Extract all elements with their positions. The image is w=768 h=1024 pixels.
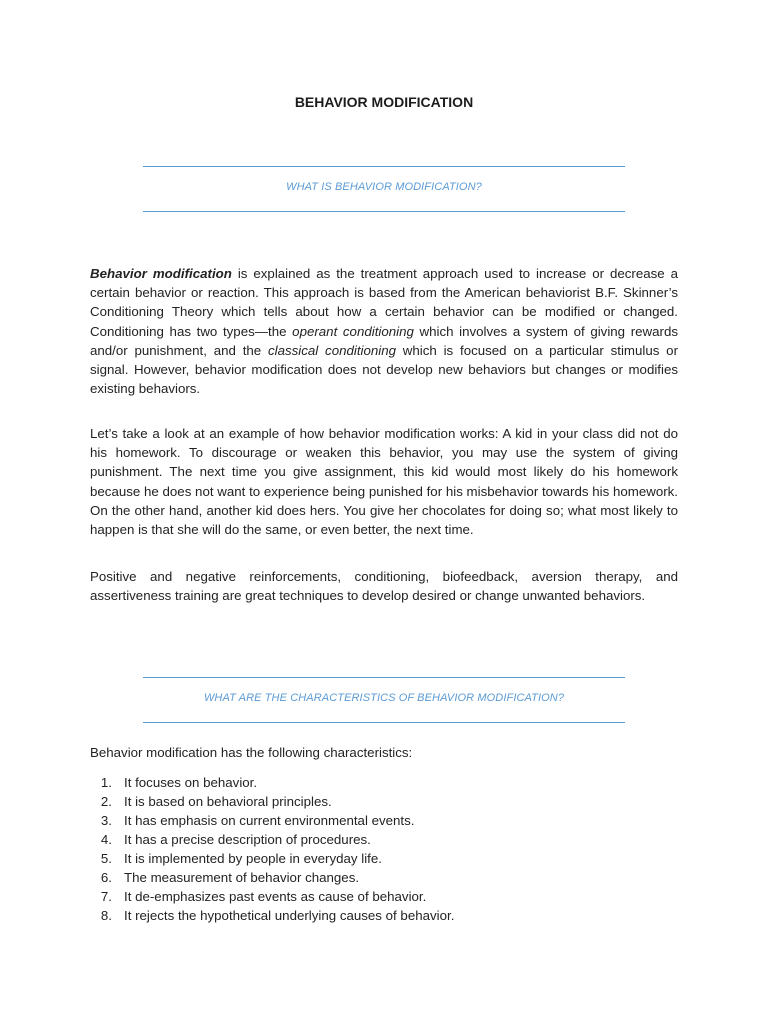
section-2-top-rule bbox=[143, 677, 625, 678]
characteristics-intro: Behavior modification has the following characteristics: bbox=[90, 745, 413, 760]
list-item: 1. It focuses on behavior. bbox=[100, 775, 258, 790]
section-2-bottom-rule bbox=[143, 722, 625, 723]
paragraph-definition bbox=[90, 264, 678, 398]
list-item: 3. It has emphasis on current environmental events. bbox=[100, 813, 415, 828]
list-item: 5. It is implemented by people in everyday life. bbox=[100, 851, 382, 866]
classical-conditioning-term: classical conditioning bbox=[268, 342, 397, 358]
definition-text-b: which involves a system of giving rewards and/or punishment, and the bbox=[90, 323, 679, 358]
definition-text-a: is explained as the treatment approach used to increase or decrease a certain behavior or reaction. This approach is based from the American behaviorist B.F. Skinner’s Conditioning Theory which tells about how a certain behavior can be modified or changed. Conditioning has two types—the bbox=[90, 266, 678, 339]
operant-conditioning-term: operant conditioning bbox=[292, 323, 414, 339]
paragraph-example: Let’s take a look at an example of how behavior modification works: A kid in your class did not do his homework. To discourage or weaken this behavior, you may use the system of giving punishment. The next time you give assignment, this kid would most likely do his homework because he does not want to experience being punished for his misbehavior towards his homework. On the other hand, another kid does hers. You give her chocolates for doing so; what most likely to happen is that she will do the same, or even better, the next time. bbox=[90, 426, 678, 538]
list-item: 2. It is based on behavioral principles. bbox=[100, 794, 332, 809]
definition-term: Behavior modification bbox=[90, 266, 232, 281]
list-item: 4. It has a precise description of procedures. bbox=[100, 832, 371, 847]
list-item: 7. It de-emphasizes past events as cause of behavior. bbox=[100, 889, 427, 904]
characteristics-list bbox=[90, 773, 650, 925]
list-item: 8. It rejects the hypothetical underlying causes of behavior. bbox=[100, 908, 455, 923]
section-1-heading: WHAT IS BEHAVIOR MODIFICATION? bbox=[286, 181, 482, 193]
list-item: 6. The measurement of behavior changes. bbox=[100, 870, 360, 885]
section-2-heading: WHAT ARE THE CHARACTERISTICS OF BEHAVIOR MODIFICATION? bbox=[203, 692, 565, 704]
definition-text-c: which is focused on a particular stimulus or signal. However, behavior modification does not develop new behaviors but changes or modifies existing behaviors. bbox=[90, 342, 678, 397]
document-title: BEHAVIOR MODIFICATION bbox=[294, 94, 474, 110]
section-1-bottom-rule bbox=[143, 211, 625, 212]
section-1-top-rule bbox=[143, 166, 625, 167]
paragraph-techniques: Positive and negative reinforcements, conditioning, biofeedback, aversion therapy, and assertiveness training are great techniques to develop desired or change unwanted behaviors. bbox=[90, 569, 678, 604]
